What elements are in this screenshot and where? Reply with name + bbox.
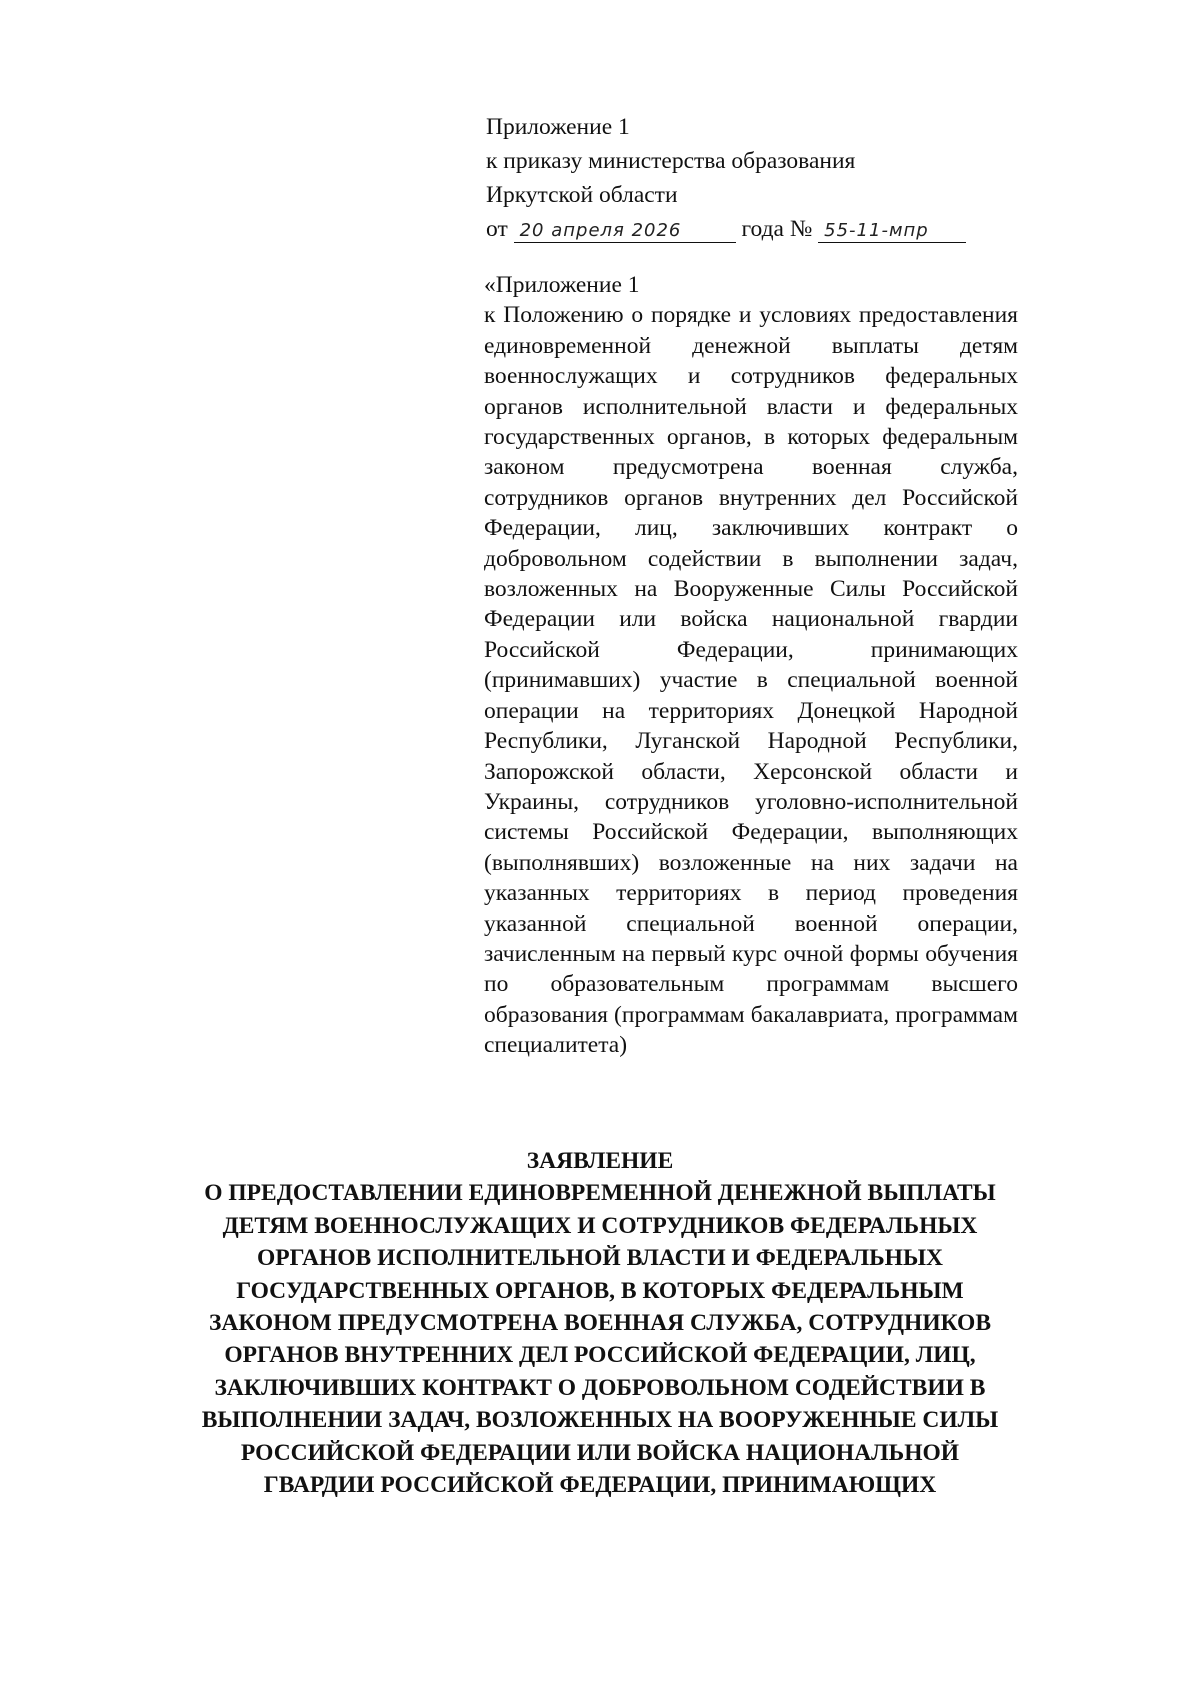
order-number-field	[818, 216, 966, 243]
approval-title: Приложение 1	[486, 114, 630, 140]
date-handwritten: 20 апреля 2026	[519, 220, 682, 241]
approval-date-line	[486, 212, 1046, 246]
statement-line: О ПРЕДОСТАВЛЕНИИ ЕДИНОВРЕМЕННОЙ ДЕНЕЖНОЙ ВЫПЛАТЫ	[204, 1180, 996, 1207]
statement-line: ВЫПОЛНЕНИИ ЗАДАЧ, ВОЗЛОЖЕННЫХ НА ВООРУЖЕННЫЕ СИЛЫ	[201, 1407, 999, 1434]
statement-line: РОССИЙСКОЙ ФЕДЕРАЦИИ ИЛИ ВОЙСКА НАЦИОНАЛЬНОЙ	[240, 1439, 960, 1466]
statement-line: ГОСУДАРСТВЕННЫХ ОРГАНОВ, В КОТОРЫХ ФЕДЕРАЛЬНЫМ	[236, 1277, 964, 1304]
order-number-handwritten: 55-11-мпр	[824, 220, 929, 241]
statement-line: ДЕТЯМ ВОЕННОСЛУЖАЩИХ И СОТРУДНИКОВ ФЕДЕРАЛЬНЫХ	[222, 1212, 978, 1239]
appendix-text: к Положению о порядке и условиях предоставления единовременной денежной выплаты детям военнослужащих и сотрудников федеральных органов исполнительной власти и федеральных государственных органов, в которых федеральным законом предусмотрена военная служба, сотрудников органов внутренних дел Российской Федерации, лиц, заключивших контракт о добровольном содействии в выполнении задач, возложенных на Вооруженные Силы Российской Федерации или войска национальной гвардии Российской Федерации, принимающих (принимавших) участие в специальной военной операции на территориях Донецкой Народной Республики, Луганской Народной Республики, Запорожской области, Херсонской области и Украины, сотрудников уголовно-исполнительной системы Российской Федерации, выполняющих (выполнявших) возложенные на них задачи на указанных территориях в период проведения указанной специальной военной операции, зачисленным на первый курс очной формы обучения по образовательным программам высшего образования (программам бакалавриата, программам специалитета)	[484, 302, 1018, 1059]
statement-line: ОРГАНОВ ИСПОЛНИТЕЛЬНОЙ ВЛАСТИ И ФЕДЕРАЛЬНЫХ	[256, 1245, 944, 1272]
date-prefix: от	[486, 216, 508, 242]
statement-title: ЗАЯВЛЕНИЕ	[526, 1148, 674, 1174]
statement-line: ОРГАНОВ ВНУТРЕННИХ ДЕЛ РОССИЙСКОЙ ФЕДЕРАЦИИ, ЛИЦ,	[224, 1342, 976, 1369]
statement-line: ЗАКОНОМ ПРЕДУСМОТРЕНА ВОЕННАЯ СЛУЖБА, СОТРУДНИКОВ	[208, 1310, 992, 1337]
approval-region: Иркутской области	[486, 182, 678, 208]
statement-heading	[100, 1145, 1100, 1501]
year-word: года №	[741, 216, 813, 242]
appendix-block	[484, 270, 1018, 1061]
statement-line: ЗАКЛЮЧИВШИХ КОНТРАКТ О ДОБРОВОЛЬНОМ СОДЕЙСТВИИ В	[214, 1374, 986, 1401]
statement-line: ГВАРДИИ РОССИЙСКОЙ ФЕДЕРАЦИИ, ПРИНИМАЮЩИХ	[263, 1472, 937, 1499]
approval-order-ref: к приказу министерства образования	[486, 148, 856, 174]
date-field	[514, 216, 736, 243]
appendix-title: «Приложение 1	[484, 272, 640, 298]
approval-block	[486, 110, 1046, 246]
